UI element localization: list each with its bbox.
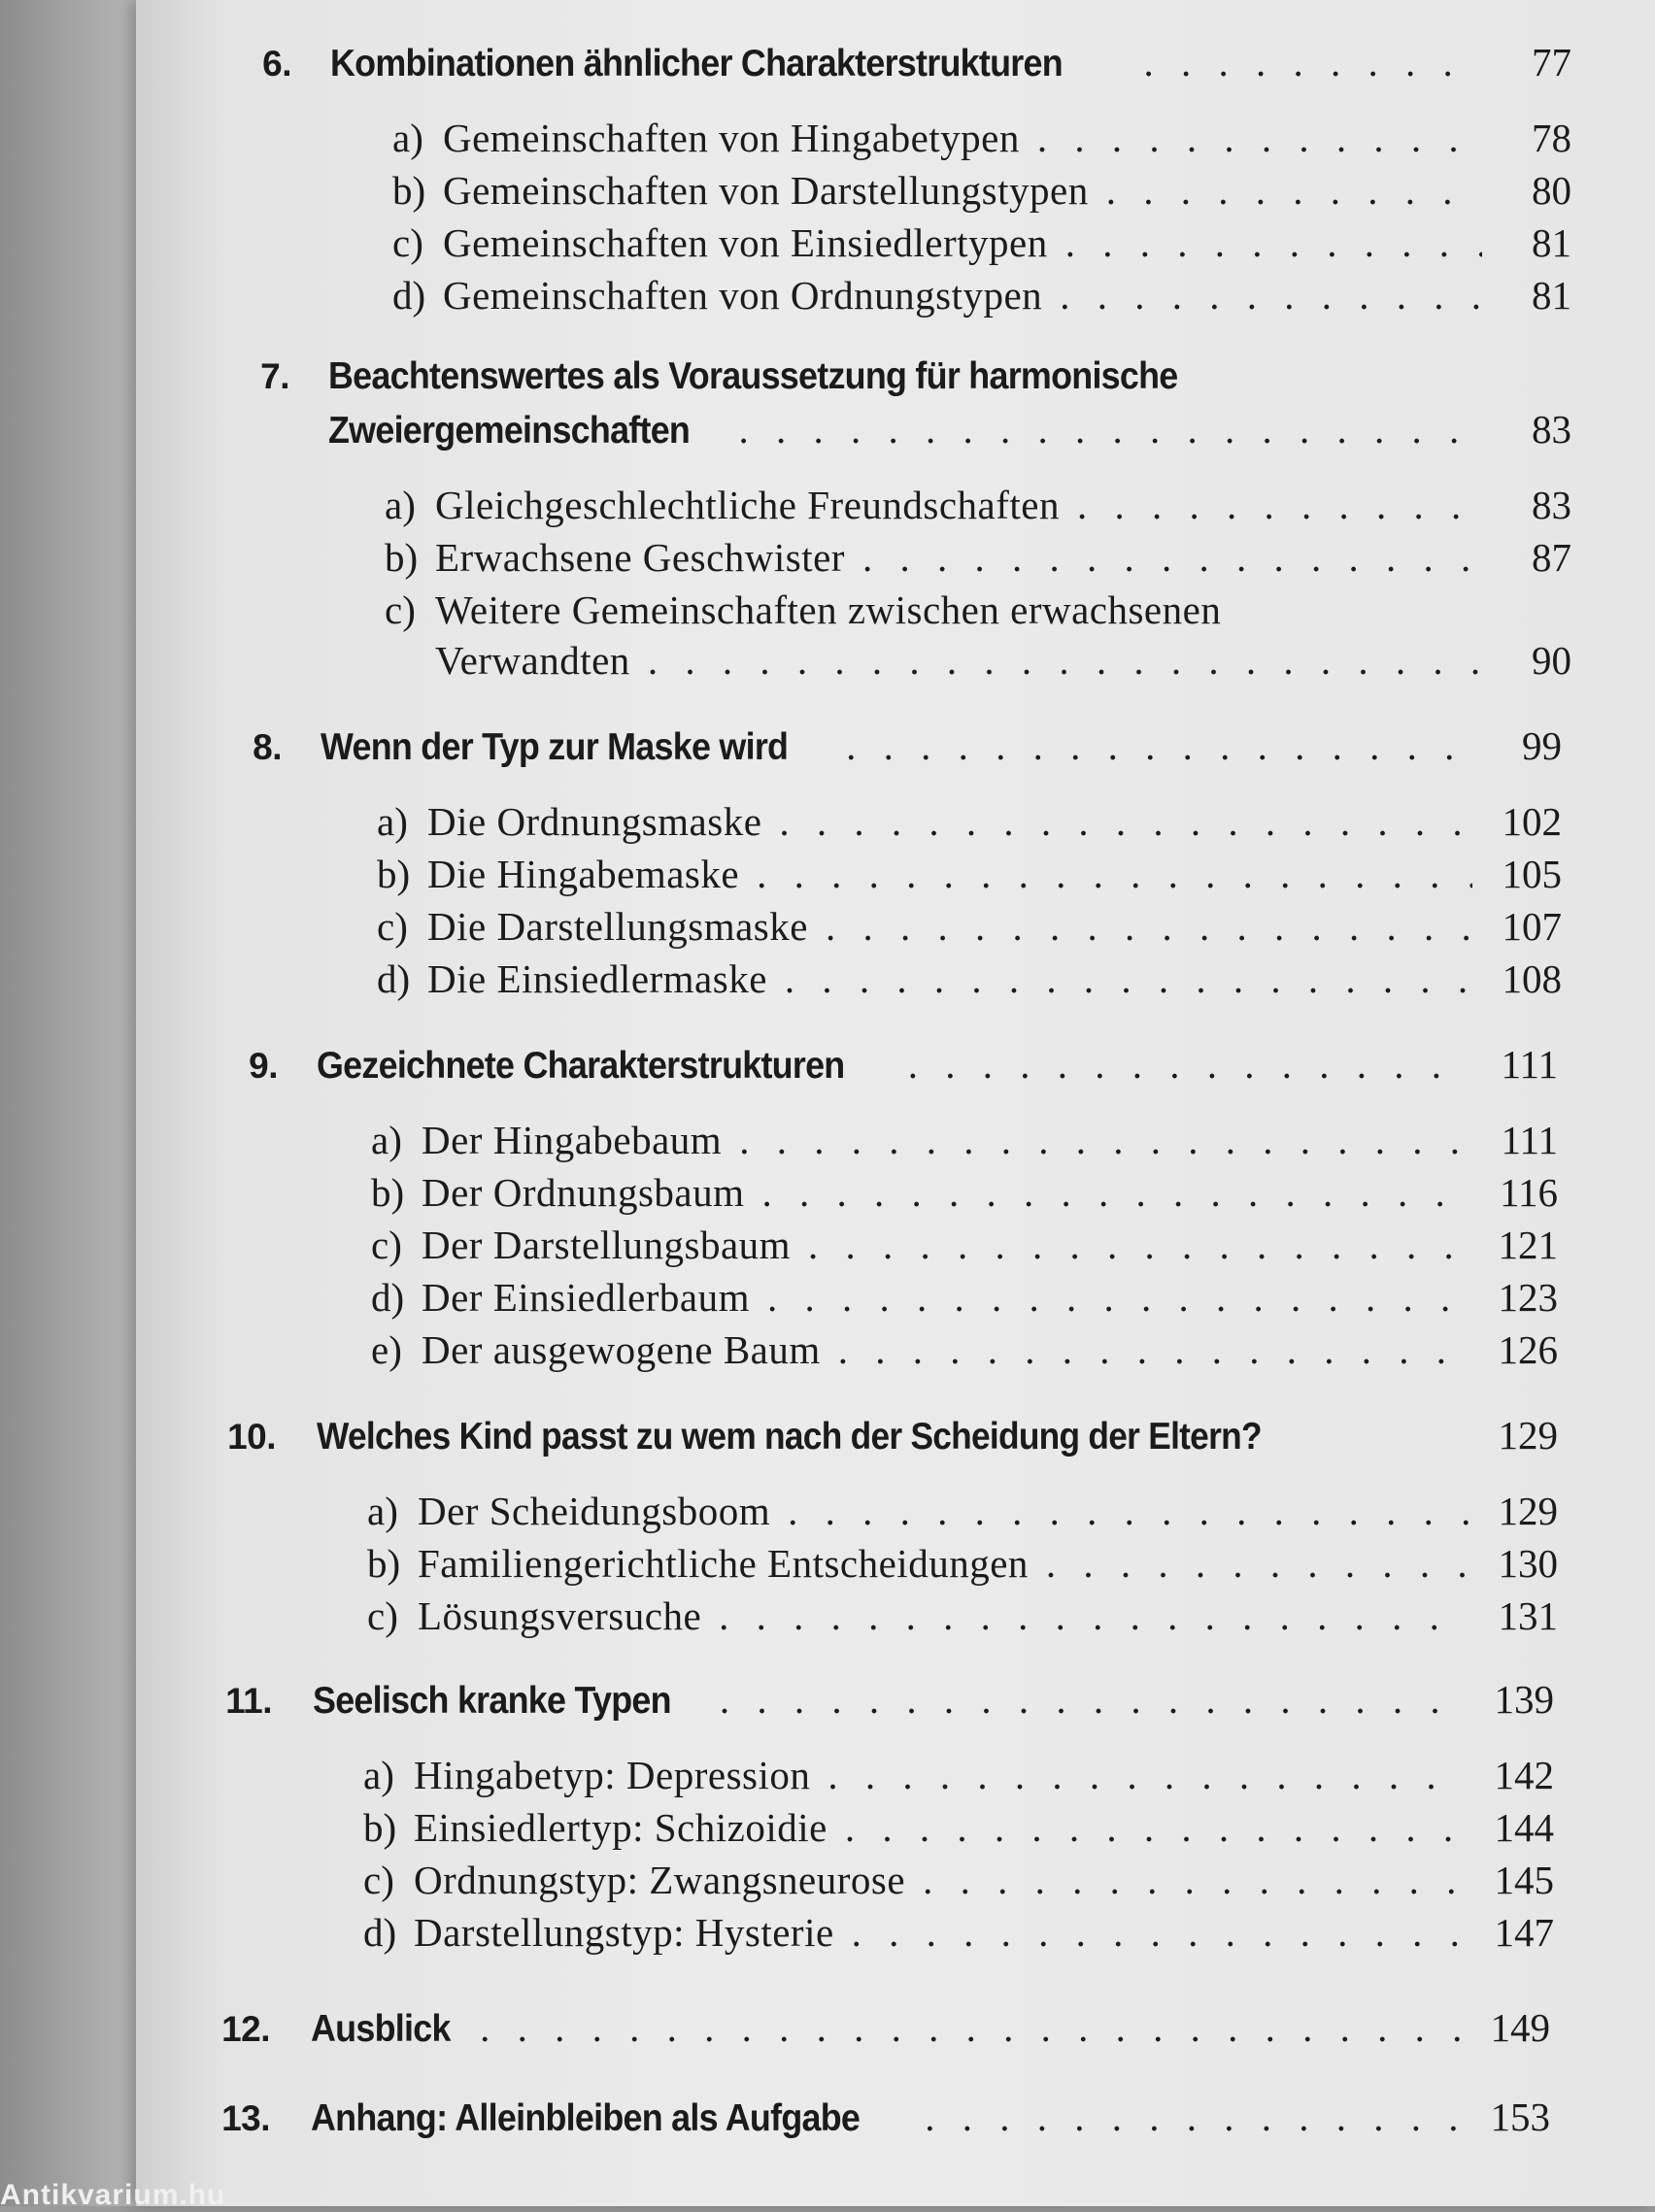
leader-dots bbox=[1077, 482, 1482, 528]
leader-dots bbox=[1060, 272, 1482, 318]
section-title: Der ausgewogene Baum bbox=[422, 1327, 821, 1372]
section-title: Der Hingabebaum bbox=[422, 1118, 723, 1162]
leader-dots bbox=[757, 851, 1472, 897]
toc-section[interactable] bbox=[371, 1222, 1558, 1268]
toc-chapter-7-line1[interactable] bbox=[220, 355, 1571, 398]
section-title: Die Einsiedlermaske bbox=[427, 956, 767, 1001]
chapter-number: 9. bbox=[249, 1046, 278, 1086]
chapter-title: Zweiergemeinschaften bbox=[328, 410, 691, 452]
page-number: 129 bbox=[1498, 1413, 1558, 1458]
section-title: Die Hingabemaske bbox=[427, 852, 740, 896]
toc-section[interactable] bbox=[371, 1117, 1558, 1163]
page-number: 81 bbox=[1532, 220, 1571, 265]
section-letter: d) bbox=[371, 1275, 405, 1320]
toc-section[interactable] bbox=[363, 1909, 1554, 1956]
section-title: Erwachsene Geschwister bbox=[435, 535, 845, 580]
toc-section[interactable] bbox=[377, 851, 1562, 897]
page-number: 144 bbox=[1494, 1805, 1554, 1850]
toc-chapter-7-line2[interactable] bbox=[328, 406, 1571, 452]
page-number: 116 bbox=[1500, 1170, 1558, 1215]
toc-section[interactable] bbox=[371, 1326, 1558, 1373]
section-letter: d) bbox=[377, 956, 411, 1001]
leader-dots bbox=[1143, 39, 1482, 85]
section-letter: b) bbox=[371, 1170, 405, 1215]
leader-dots bbox=[738, 406, 1482, 452]
leader-dots bbox=[719, 1592, 1469, 1639]
leader-dots bbox=[808, 1222, 1469, 1268]
page-number: 99 bbox=[1522, 723, 1562, 768]
section-letter: b) bbox=[392, 168, 426, 213]
toc-section[interactable] bbox=[392, 272, 1571, 318]
leader-dots bbox=[826, 903, 1472, 950]
chapter-number: 6. bbox=[262, 44, 291, 84]
toc-section[interactable] bbox=[363, 1857, 1554, 1903]
leader-dots bbox=[925, 2094, 1461, 2140]
toc-chapter-10[interactable] bbox=[204, 1412, 1558, 1458]
section-letter: a) bbox=[377, 799, 408, 844]
page-number: 131 bbox=[1498, 1593, 1558, 1638]
toc-chapter-12[interactable] bbox=[198, 2004, 1550, 2051]
toc-chapter-13[interactable] bbox=[198, 2094, 1550, 2140]
leader-dots bbox=[648, 637, 1482, 684]
section-letter: a) bbox=[371, 1118, 402, 1162]
section-title: Einsiedlertyp: Schizoidie bbox=[414, 1805, 828, 1850]
section-letter: b) bbox=[385, 535, 419, 580]
page-number: 111 bbox=[1501, 1042, 1558, 1087]
page-number: 83 bbox=[1532, 483, 1571, 527]
section-letter: a) bbox=[363, 1753, 394, 1797]
section-title: Darstellungstyp: Hysterie bbox=[414, 1910, 834, 1955]
section-title: Gemeinschaften von Ordnungstypen bbox=[443, 273, 1043, 318]
toc-chapter-6[interactable] bbox=[221, 39, 1571, 85]
page-number: 77 bbox=[1532, 40, 1571, 84]
section-title: Gemeinschaften von Darstellungstypen bbox=[443, 168, 1089, 213]
section-letter: b) bbox=[363, 1805, 397, 1850]
section-letter: d) bbox=[363, 1910, 397, 1955]
leader-dots bbox=[480, 2004, 1461, 2051]
chapter-title: Seelisch kranke Typen bbox=[313, 1680, 671, 1722]
section-letter: c) bbox=[392, 220, 423, 265]
leader-dots bbox=[845, 1804, 1465, 1851]
section-letter: c) bbox=[363, 1858, 394, 1902]
section-letter: c) bbox=[377, 904, 408, 949]
leader-dots bbox=[1106, 167, 1482, 214]
toc-section[interactable] bbox=[371, 1169, 1558, 1216]
page-number: 126 bbox=[1498, 1327, 1558, 1372]
section-title: Hingabetyp: Depression bbox=[414, 1753, 811, 1797]
page-number: 149 bbox=[1490, 2005, 1550, 2050]
toc-section[interactable] bbox=[367, 1488, 1558, 1534]
section-title: Die Darstellungsmaske bbox=[427, 904, 808, 949]
section-letter: a) bbox=[385, 483, 416, 527]
chapter-title: Kombinationen ähnlicher Charakterstrukturen bbox=[330, 43, 1063, 84]
leader-dots bbox=[779, 798, 1472, 845]
toc-section[interactable] bbox=[371, 1274, 1558, 1321]
section-title: Lösungsversuche bbox=[418, 1593, 702, 1638]
chapter-title: Beachtenswertes als Voraussetzung für harmonische bbox=[328, 355, 1178, 397]
page-number: 139 bbox=[1494, 1677, 1554, 1722]
page-number: 105 bbox=[1502, 852, 1562, 896]
chapter-title: Anhang: Alleinbleiben als Aufgabe bbox=[311, 2097, 861, 2139]
page-number: 142 bbox=[1494, 1753, 1554, 1797]
section-letter: c) bbox=[367, 1593, 398, 1638]
section-letter: d) bbox=[392, 273, 426, 318]
section-title: Gleichgeschlechtliche Freundschaften bbox=[435, 483, 1060, 527]
chapter-number: 7. bbox=[260, 356, 289, 396]
section-letter: c) bbox=[371, 1223, 402, 1267]
page-number: 145 bbox=[1494, 1858, 1554, 1902]
page-number: 90 bbox=[1532, 638, 1571, 683]
page-number: 108 bbox=[1502, 956, 1562, 1001]
leader-dots bbox=[828, 1752, 1465, 1798]
page-number: 78 bbox=[1532, 116, 1571, 160]
toc-section-line2[interactable] bbox=[435, 637, 1571, 684]
leader-dots bbox=[852, 1909, 1465, 1956]
toc-chapter-11[interactable] bbox=[200, 1676, 1554, 1723]
leader-dots bbox=[1037, 115, 1482, 161]
page-number: 111 bbox=[1501, 1118, 1558, 1162]
section-title: Gemeinschaften von Hingabetypen bbox=[443, 116, 1020, 160]
section-title: Die Ordnungsmaske bbox=[427, 799, 762, 844]
toc-section[interactable] bbox=[385, 482, 1571, 528]
page-number: 130 bbox=[1498, 1541, 1558, 1586]
leader-dots bbox=[846, 722, 1472, 769]
section-letter: e) bbox=[371, 1327, 402, 1372]
watermark-text: Antikvarium.hu bbox=[0, 2179, 226, 2211]
leader-dots bbox=[720, 1676, 1465, 1723]
leader-dots bbox=[923, 1857, 1465, 1903]
section-letter: a) bbox=[392, 116, 423, 160]
section-title: Der Ordnungsbaum bbox=[422, 1170, 745, 1215]
toc-section[interactable] bbox=[392, 115, 1571, 161]
leader-dots bbox=[739, 1117, 1469, 1163]
leader-dots bbox=[1046, 1540, 1469, 1587]
chapter-title: Wenn der Typ zur Maske wird bbox=[321, 726, 789, 768]
section-title: Weitere Gemeinschaften zwischen erwachsenen bbox=[435, 587, 1222, 632]
chapter-number: 13. bbox=[221, 2098, 270, 2138]
toc-section[interactable] bbox=[377, 903, 1562, 950]
section-letter: b) bbox=[367, 1541, 401, 1586]
page-number: 102 bbox=[1502, 799, 1562, 844]
page-number: 123 bbox=[1498, 1275, 1558, 1320]
section-title: Ordnungstyp: Zwangsneurose bbox=[414, 1858, 906, 1902]
section-title: Gemeinschaften von Einsiedlertypen bbox=[443, 220, 1048, 265]
page-number: 83 bbox=[1532, 407, 1571, 452]
toc-section[interactable] bbox=[392, 219, 1571, 266]
toc-section[interactable] bbox=[392, 167, 1571, 214]
toc-section[interactable] bbox=[377, 955, 1562, 1002]
chapter-title: Welches Kind passt zu wem nach der Scheidung der Eltern? bbox=[317, 1416, 1262, 1458]
section-title: Der Darstellungsbaum bbox=[422, 1223, 792, 1267]
toc-section-line1[interactable] bbox=[385, 587, 1571, 633]
toc-section[interactable] bbox=[363, 1752, 1554, 1798]
toc-section[interactable] bbox=[363, 1804, 1554, 1851]
leader-dots bbox=[838, 1326, 1469, 1373]
page-number: 81 bbox=[1532, 273, 1571, 318]
chapter-number: 8. bbox=[253, 727, 282, 767]
leader-dots bbox=[1065, 219, 1482, 266]
chapter-number: 11. bbox=[225, 1681, 272, 1721]
chapter-title: Ausblick bbox=[311, 2008, 451, 2050]
toc-section[interactable] bbox=[385, 534, 1571, 581]
toc-section[interactable] bbox=[367, 1592, 1558, 1639]
page-number: 153 bbox=[1490, 2095, 1550, 2139]
leader-dots bbox=[767, 1274, 1469, 1321]
section-letter: a) bbox=[367, 1489, 398, 1533]
page-number: 129 bbox=[1498, 1489, 1558, 1533]
section-letter: b) bbox=[377, 852, 411, 896]
page-number: 80 bbox=[1532, 168, 1571, 213]
chapter-number: 10. bbox=[227, 1417, 276, 1457]
leader-dots bbox=[908, 1041, 1469, 1088]
section-title: Der Scheidungsboom bbox=[418, 1489, 771, 1533]
page-number: 107 bbox=[1502, 904, 1562, 949]
toc-section[interactable] bbox=[377, 798, 1562, 845]
page-number: 121 bbox=[1498, 1223, 1558, 1267]
section-letter: c) bbox=[385, 587, 416, 632]
chapter-title: Gezeichnete Charakterstrukturen bbox=[317, 1045, 845, 1087]
leader-dots bbox=[862, 534, 1482, 581]
section-title: Der Einsiedlerbaum bbox=[422, 1275, 751, 1320]
leader-dots bbox=[788, 1488, 1469, 1534]
section-title: Familiengerichtliche Entscheidungen bbox=[418, 1541, 1029, 1586]
leader-dots bbox=[785, 955, 1472, 1002]
chapter-number: 12. bbox=[221, 2009, 270, 2049]
page-number: 147 bbox=[1494, 1910, 1554, 1955]
toc-section[interactable] bbox=[367, 1540, 1558, 1587]
toc-chapter-9[interactable] bbox=[208, 1041, 1558, 1088]
toc-chapter-8[interactable] bbox=[212, 722, 1562, 769]
leader-dots bbox=[762, 1169, 1469, 1216]
page-number: 87 bbox=[1532, 535, 1571, 580]
section-title: Verwandten bbox=[435, 638, 630, 683]
